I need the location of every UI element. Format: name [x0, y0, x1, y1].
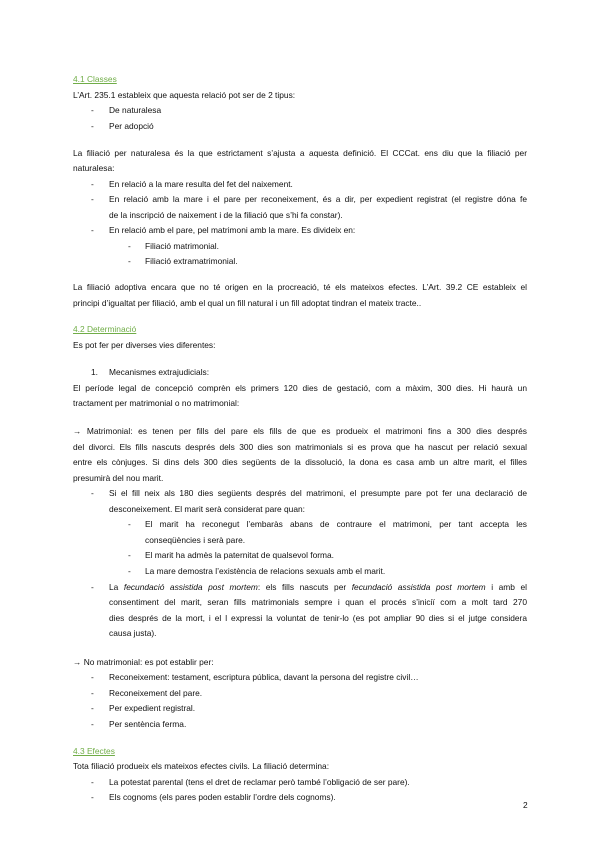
sub-list-item: El marit ha reconegut l’embaràs abans de contraure el matrimoni, per tant accepta les	[145, 519, 527, 529]
bullet-marker: -	[91, 194, 94, 204]
list-item-continuation: consentiment del marit, seran fills matrimonials sempre i quan el procés s’iniciï com a molt tard 270	[109, 597, 527, 607]
sub-list-item: El marit ha admès la paternitat de qualsevol forma.	[145, 550, 334, 560]
paragraph-line: entre els cònjuges. Si dins dels 300 dies següents de la dissolució, la dona es casa amb un altre marit, el filles	[73, 457, 527, 467]
sub-list-item-continuation: conseqüències i serà pare.	[145, 535, 246, 545]
list-item: La potestat parental (tens el dret de reclamar però també l’obligació de ser pare).	[109, 777, 410, 787]
bullet-marker: -	[91, 703, 94, 713]
paragraph-line: naturalesa:	[73, 163, 115, 173]
bullet-marker: -	[91, 688, 94, 698]
list-item: En relació amb el pare, pel matrimoni amb la mare. Es divideix en:	[109, 225, 356, 235]
sub-list-item: Filiació extramatrimonial.	[145, 256, 238, 266]
bullet-marker: -	[128, 519, 131, 529]
bullet-marker: -	[91, 225, 94, 235]
list-item: Si el fill neix als 180 dies següents després del matrimoni, el presumpte pare pot fer una declaració de	[109, 488, 527, 498]
paragraph-line: del divorci. Els fills nascuts després dels 300 dies son matrimonials si es prova que ha nascut per relació sexual	[73, 442, 527, 452]
paragraph: Tota filiació produeix els mateixos efectes civils. La filiació determina:	[73, 761, 330, 771]
paragraph-line: tractament per matrimonial o no matrimonial:	[73, 398, 240, 408]
paragraph-line: El període legal de concepció comprèn els primers 120 dies de gestació, com a màxim, 300 dies. Hi haurà un	[73, 383, 527, 393]
bullet-marker: -	[128, 256, 131, 266]
bullet-marker: -	[91, 792, 94, 802]
bullet-marker: -	[128, 566, 131, 576]
list-item: Per sentència ferma.	[109, 719, 187, 729]
list-item-continuation: dies després de la mort, i el l expressi la voluntat de tenir-lo (es pot ampliar 90 dies si el jutge considera	[109, 613, 527, 623]
numbered-item-title: Mecanismes extrajudicials:	[109, 367, 210, 377]
section-heading-classes: 4.1 Classes	[73, 74, 117, 84]
page-number: 2	[523, 800, 528, 810]
list-item: Els cognoms (els pares poden establir l’ordre dels cognoms).	[109, 792, 336, 802]
paragraph: → No matrimonial: es pot establir per:	[73, 657, 214, 667]
paragraph-line: → Matrimonial: es tenen per fills del pare els fills de que es produeix el matrimoni fins a 300 dies després	[73, 426, 527, 436]
list-item: Per expedient registral.	[109, 703, 196, 713]
list-item: Reconeixement del pare.	[109, 688, 203, 698]
list-item: De naturalesa	[109, 105, 162, 115]
bullet-marker: -	[91, 672, 94, 682]
bullet-marker: -	[128, 241, 131, 251]
numbered-marker: 1.	[91, 367, 98, 377]
paragraph: L’Art. 235.1 estableix que aquesta relació pot ser de 2 tipus:	[73, 90, 296, 100]
paragraph-line: principi d’igualtat per filiació, amb el qual un fill natural i un fill adoptat tindran el mateix tracte..	[73, 298, 422, 308]
list-item-continuation: causa justa).	[109, 628, 157, 638]
paragraph-line: presumirà del nou marit.	[73, 473, 164, 483]
bullet-marker: -	[91, 179, 94, 189]
paragraph-line: La filiació adoptiva encara que no té origen en la procreació, té els mateixos efectes. L’Art. 39.2 CE estableix el	[73, 282, 527, 292]
bullet-marker: -	[91, 777, 94, 787]
list-item: En relació a la mare resulta del fet del naixement.	[109, 179, 293, 189]
bullet-marker: -	[91, 121, 94, 131]
bullet-marker: -	[91, 719, 94, 729]
sub-list-item: Filiació matrimonial.	[145, 241, 219, 251]
sub-list-item: La mare demostra l’existència de relacions sexuals amb el marit.	[145, 566, 386, 576]
paragraph-line: La filiació per naturalesa és la que estrictament s’ajusta a aquesta definició. El CCCat. ens diu que la filiació per	[73, 148, 527, 158]
list-item-continuation: de la inscripció de naixement i de la filiació que s’hi fa constar).	[109, 210, 343, 220]
list-item: En relació amb la mare i el pare per reconeixement, és a dir, per expedient registrat (el registre dóna fe	[109, 194, 527, 204]
list-item: Per adopció	[109, 121, 154, 131]
bullet-marker: -	[91, 105, 94, 115]
list-item-continuation: desconeixement. El marit serà considerat pare quan:	[109, 504, 305, 514]
section-heading-determinacio: 4.2 Determinació	[73, 324, 137, 334]
list-item: La fecundació assistida post mortem: els fills nascuts per fecundació assistida post mortem i amb el	[109, 582, 527, 592]
paragraph: Es pot fer per diverses vies diferentes:	[73, 340, 216, 350]
bullet-marker: -	[128, 550, 131, 560]
list-item: Reconeixement: testament, escriptura pública, davant la persona del registre civil…	[109, 672, 419, 682]
bullet-marker: -	[91, 488, 94, 498]
bullet-marker: -	[91, 582, 94, 592]
section-heading-efectes: 4.3 Efectes	[73, 746, 115, 756]
